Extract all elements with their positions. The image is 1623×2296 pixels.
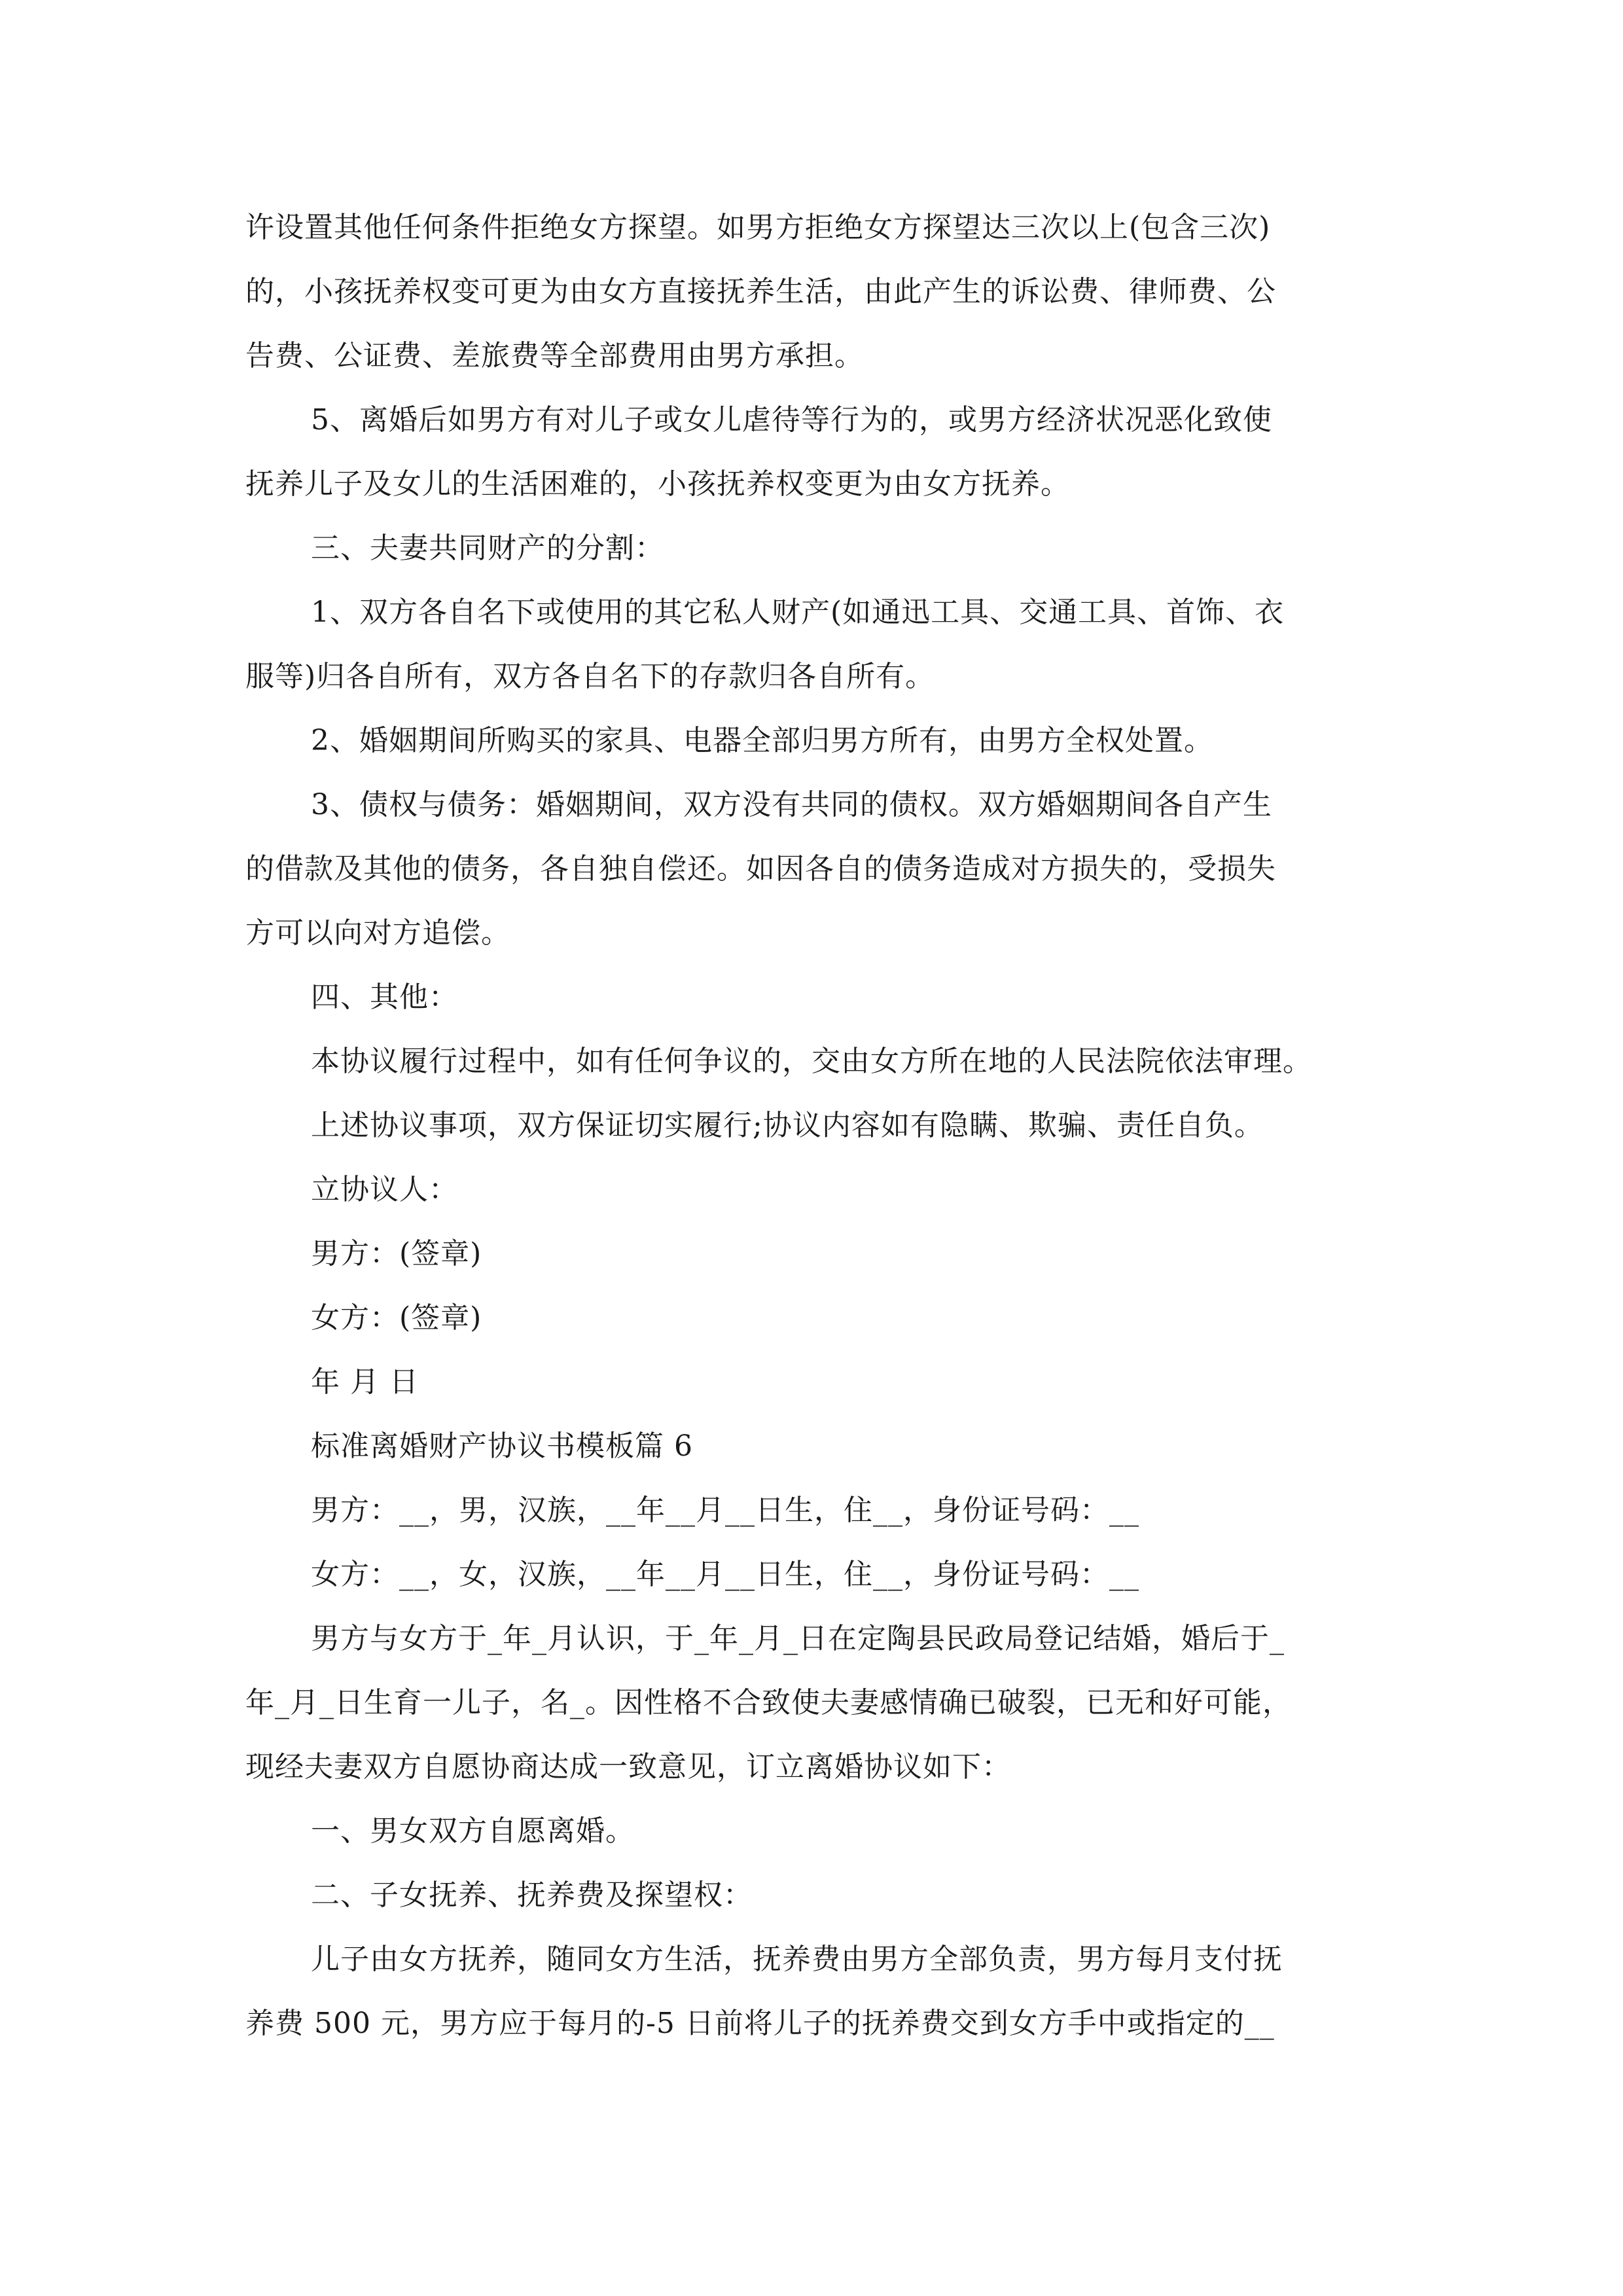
text-line: 儿子由女方抚养，随同女方生活，抚养费由男方全部负责，男方每月支付抚 xyxy=(311,1943,1283,1976)
text-line: 的借款及其他的债务，各自独自偿还。如因各自的债务造成对方损失的，受损失 xyxy=(245,852,1276,886)
text-line: 2、婚姻期间所购买的家具、电器全部归男方所有，由男方全权处置。 xyxy=(311,724,1213,757)
text-line: 现经夫妻双方自愿协商达成一致意见，订立离婚协议如下： xyxy=(245,1750,1011,1784)
text-line: 的，小孩抚养权变可更为由女方直接抚养生活，由此产生的诉讼费、律师费、公 xyxy=(245,275,1276,308)
signatory-label: 立协议人： xyxy=(311,1173,458,1206)
text-line: 上述协议事项，双方保证切实履行;协议内容如有隐瞒、欺骗、责任自负。 xyxy=(311,1109,1264,1142)
text-line: 许设置其他任何条件拒绝女方探望。如男方拒绝女方探望达三次以上(包含三次) xyxy=(245,211,1271,244)
text-line: 方可以向对方追偿。 xyxy=(245,916,510,950)
section-heading: 二、子女抚养、抚养费及探望权： xyxy=(311,1878,753,1912)
male-party-info: 男方：__，男，汉族，__年__月__日生，住__，身份证号码：__ xyxy=(311,1494,1139,1527)
male-signature-field: 男方：(签章) xyxy=(311,1237,482,1270)
text-line: 养费 500 元，男方应于每月的-5 日前将儿子的抚养费交到女方手中或指定的__ xyxy=(245,2007,1275,2040)
text-line: 3、债权与债务：婚姻期间，双方没有共同的债权。双方婚姻期间各自产生 xyxy=(311,788,1272,821)
text-line: 告费、公证费、差旅费等全部费用由男方承担。 xyxy=(245,339,864,372)
section-heading: 四、其他： xyxy=(311,980,458,1014)
text-line: 年_月_日生育一儿子，名_。因性格不合致使夫妻感情确已破裂，已无和好可能， xyxy=(245,1686,1292,1719)
template-title: 标准离婚财产协议书模板篇 6 xyxy=(311,1429,693,1463)
text-line: 抚养儿子及女儿的生活困难的，小孩抚养权变更为由女方抚养。 xyxy=(245,467,1070,501)
date-field: 年 月 日 xyxy=(311,1365,419,1399)
section-heading: 三、夫妻共同财产的分割： xyxy=(311,531,664,565)
text-line: 5、离婚后如男方有对儿子或女儿虐待等行为的，或男方经济状况恶化致使 xyxy=(311,403,1272,437)
female-party-info: 女方：__，女，汉族，__年__月__日生，住__，身份证号码：__ xyxy=(311,1558,1139,1591)
text-line: 男方与女方于_年_月认识，于_年_月_日在定陶县民政局登记结婚，婚后于_ xyxy=(311,1622,1285,1655)
section-heading: 一、男女双方自愿离婚。 xyxy=(311,1814,635,1848)
female-signature-field: 女方：(签章) xyxy=(311,1301,482,1335)
text-line: 1、双方各自名下或使用的其它私人财产(如通迅工具、交通工具、首饰、衣 xyxy=(311,596,1285,629)
text-line: 服等)归各自所有，双方各自名下的存款归各自所有。 xyxy=(245,660,935,693)
text-line: 本协议履行过程中，如有任何争议的，交由女方所在地的人民法院依法审理。 xyxy=(311,1045,1312,1078)
